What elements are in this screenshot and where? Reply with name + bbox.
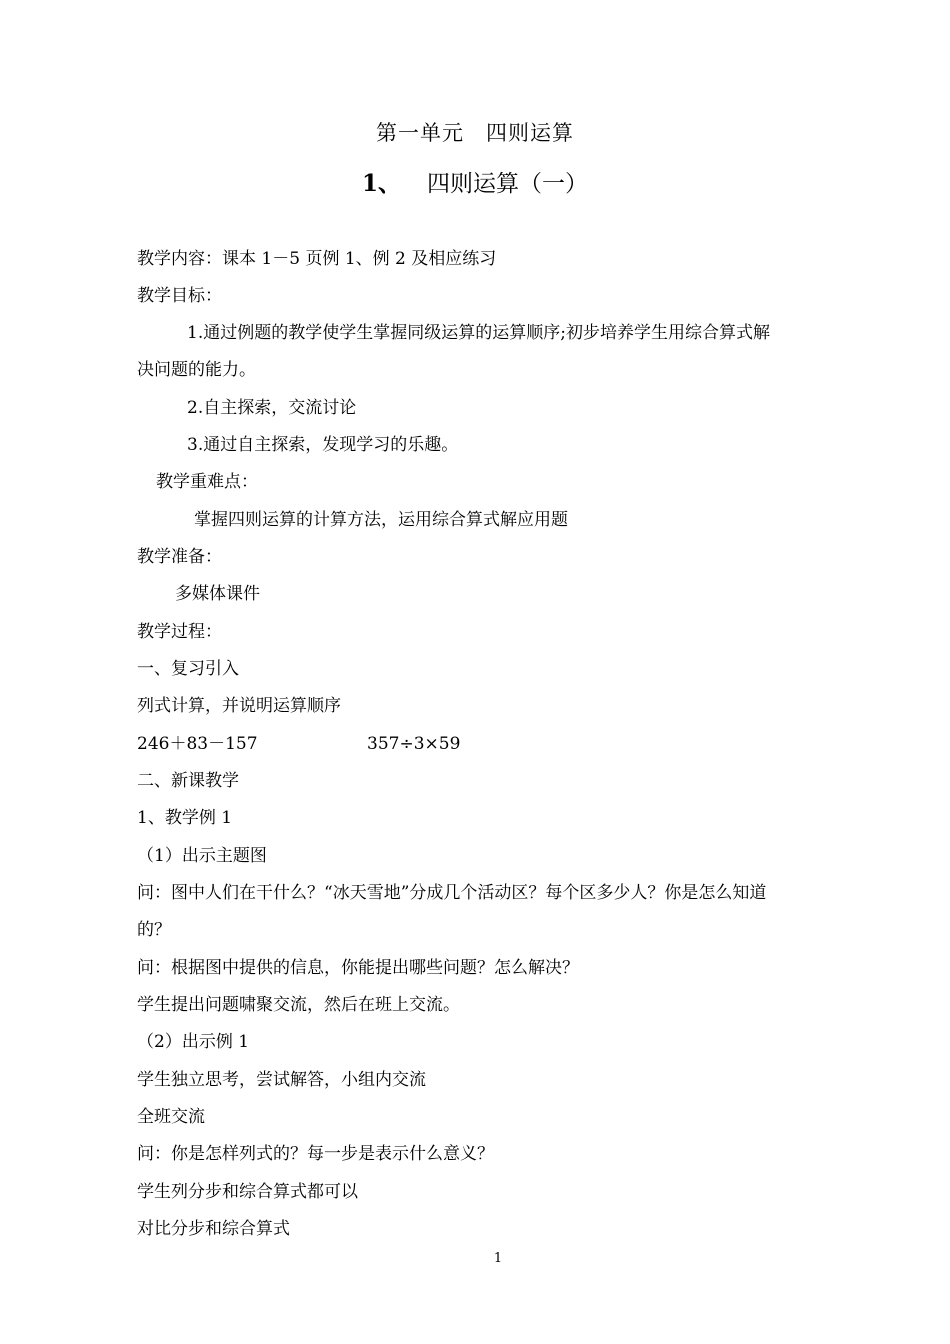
- page-number: 1: [493, 1251, 503, 1266]
- question-1-line-1: 问：图中人们在干什么？“冰天雪地”分成几个活动区？每个区多少人？你是怎么知道: [137, 883, 767, 903]
- lesson-title-row: [0, 165, 950, 198]
- teaching-content: 教学内容：课本 1－5 页例 1、例 2 及相应练习: [137, 249, 497, 269]
- key-points-heading: 教学重难点：: [156, 472, 258, 492]
- compare: 对比分步和综合算式: [137, 1219, 290, 1239]
- process-heading: 教学过程：: [137, 622, 222, 642]
- question-3: 问：你是怎样列式的？每一步是表示什么意义？: [137, 1144, 494, 1164]
- goals-heading: 教学目标：: [137, 286, 222, 306]
- key-points: 掌握四则运算的计算方法，运用综合算式解应用题: [194, 510, 568, 530]
- goal-2: 2.自主探索，交流讨论: [187, 398, 357, 418]
- unit-title: 第一单元 四则运算: [376, 121, 574, 145]
- step-1: （1）出示主题图: [137, 846, 267, 866]
- independent-thinking: 学生独立思考，尝试解答，小组内交流: [137, 1070, 426, 1090]
- review-task: 列式计算，并说明运算顺序: [137, 696, 341, 716]
- lesson-number: 1、: [361, 170, 401, 197]
- lesson-title: 四则运算（一）: [427, 171, 588, 197]
- expression-1: 246＋83－157: [137, 734, 258, 754]
- step-2: （2）出示例 1: [137, 1032, 250, 1052]
- class-discussion: 全班交流: [137, 1107, 205, 1127]
- section-2-heading: 二、新课教学: [137, 771, 239, 791]
- goal-3: 3.通过自主探索，发现学习的乐趣。: [187, 435, 459, 455]
- question-1-line-2: 的？: [137, 920, 171, 940]
- section-1-heading: 一、复习引入: [137, 659, 239, 679]
- prep-heading: 教学准备：: [137, 547, 222, 567]
- expression-2: 357÷3×59: [367, 734, 461, 754]
- goal-1-line-1: 1.通过例题的教学使学生掌握同级运算的运算顺序;初步培养学生用综合算式解: [187, 323, 770, 343]
- question-2: 问：根据图中提供的信息，你能提出哪些问题？怎么解决？: [137, 958, 579, 978]
- example-1-heading: 1、教学例 1: [137, 808, 233, 828]
- methods: 学生列分步和综合算式都可以: [137, 1182, 358, 1202]
- goal-1-line-2: 决问题的能力。: [137, 360, 256, 380]
- discussion: 学生提出问题啸聚交流，然后在班上交流。: [137, 995, 460, 1015]
- prep: 多媒体课件: [175, 584, 260, 604]
